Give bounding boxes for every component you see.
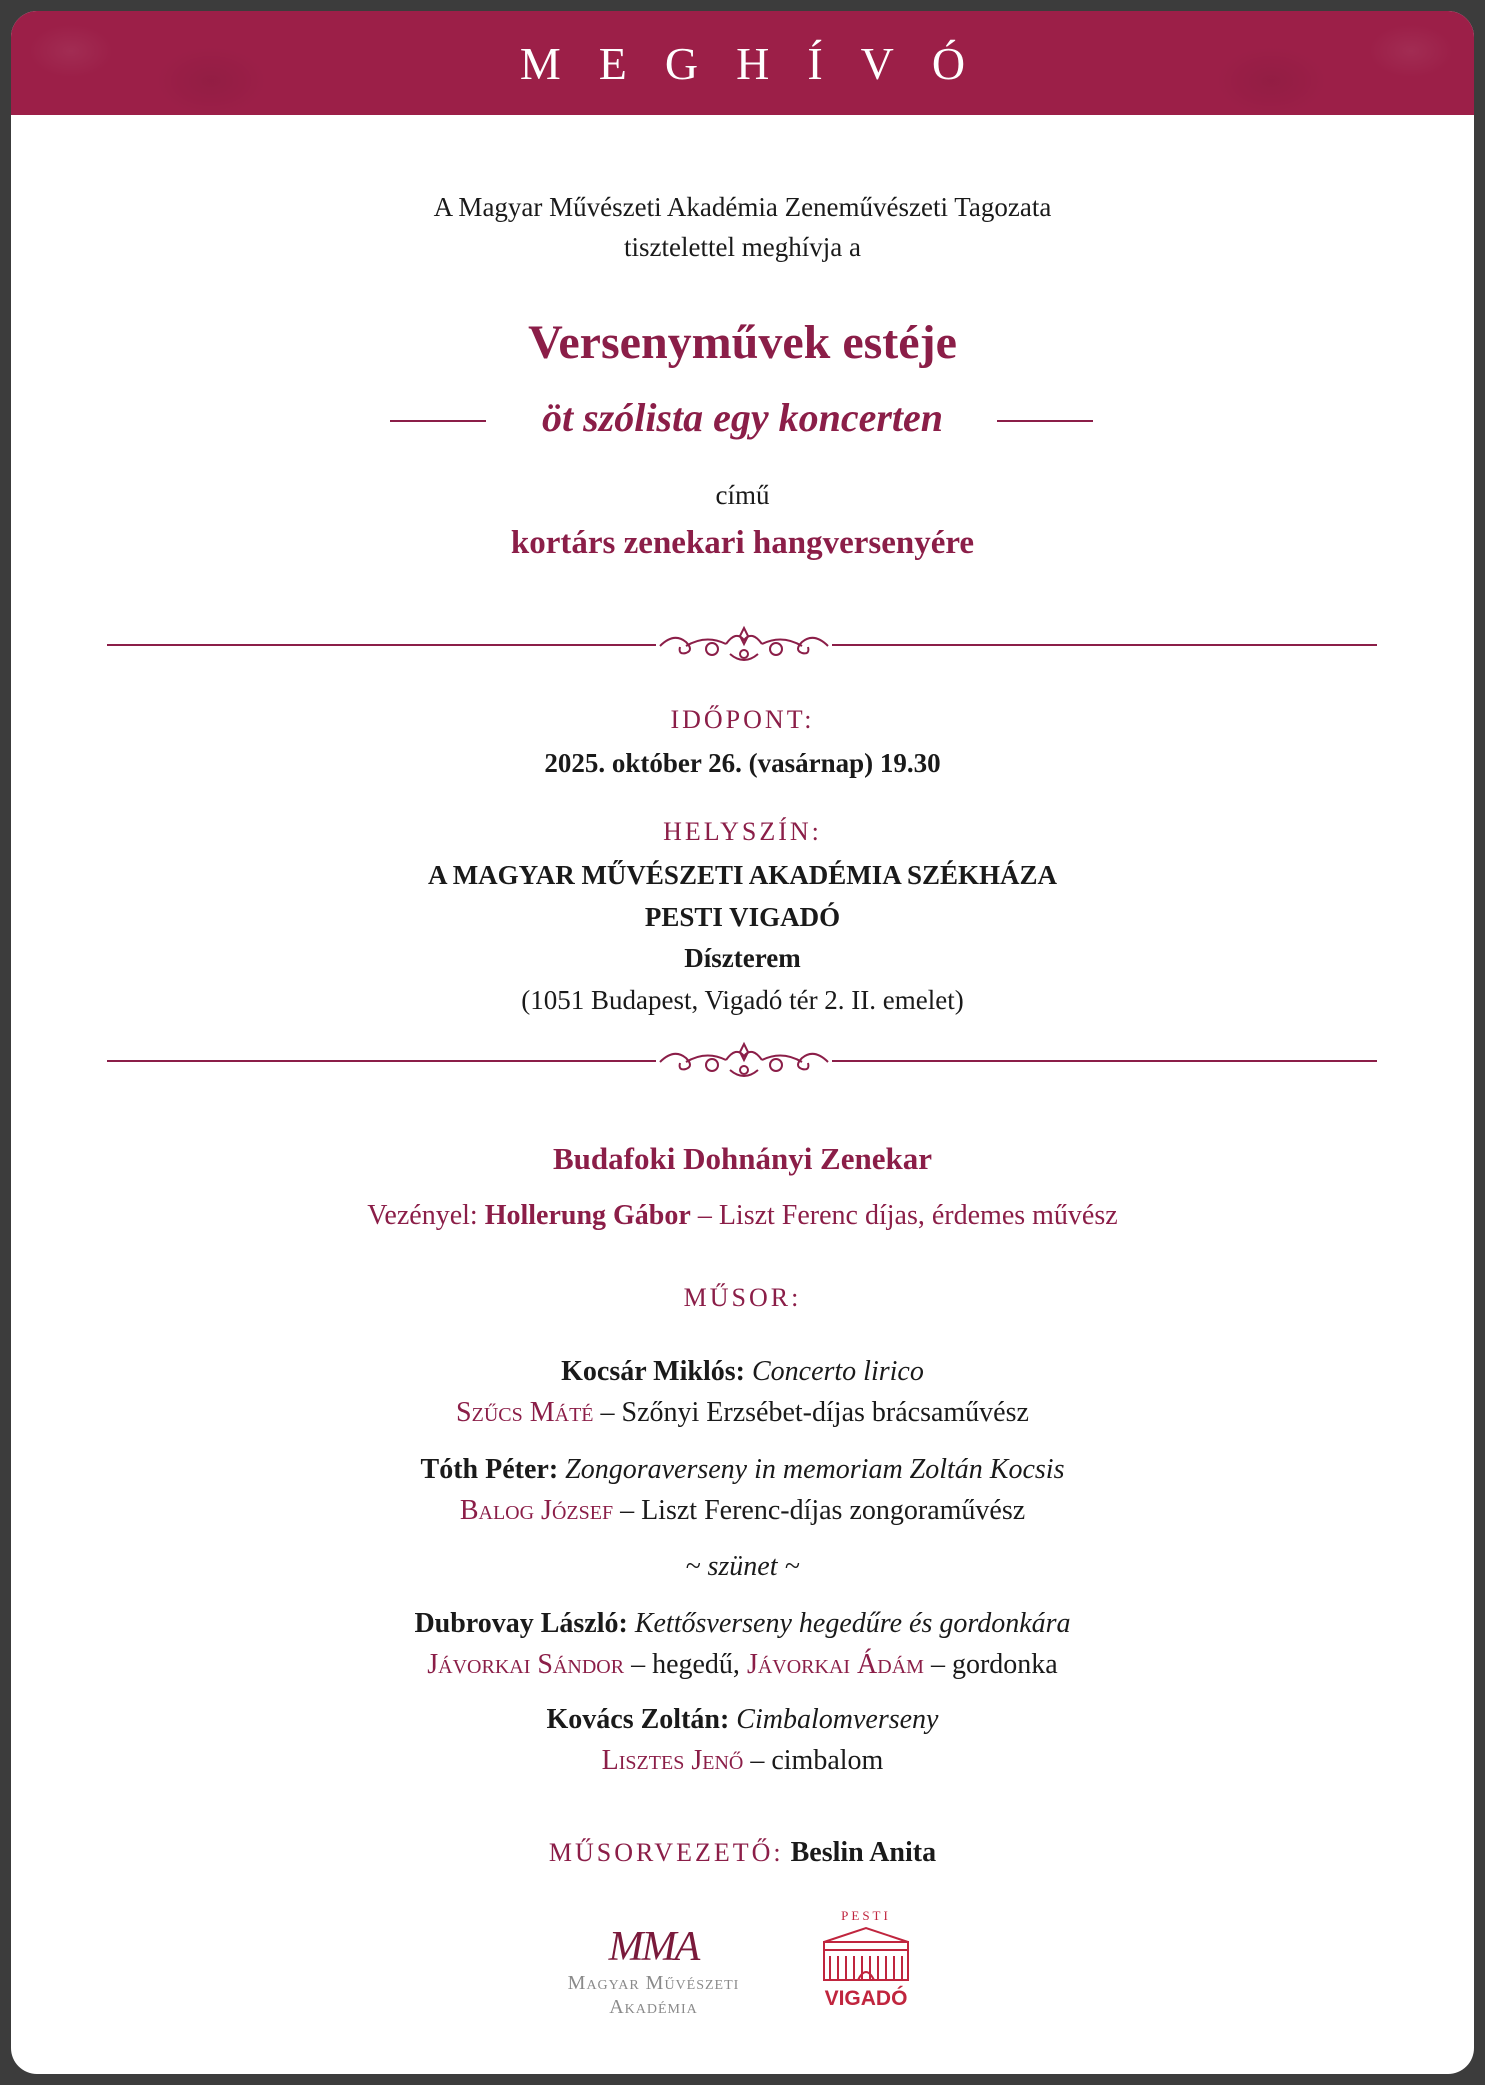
piece-1-soloist-desc: – Szőnyi Erzsébet-díjas brácsaművész xyxy=(600,1397,1029,1428)
host-name: Beslin Anita xyxy=(790,1837,937,1868)
program-label: MŰSOR: xyxy=(683,1283,802,1312)
piece-2-soloist: Balog József xyxy=(459,1495,614,1526)
piece-2-title xyxy=(11,1454,1474,1486)
subtitle-rule-right xyxy=(997,420,1093,422)
connector-text: című xyxy=(715,480,770,510)
piece-3-soloist-line xyxy=(11,1649,1474,1681)
mma-logo-line-2: Akadémia xyxy=(609,1996,698,2018)
mma-logo-mark: MMA xyxy=(608,1924,699,1970)
invitation-card xyxy=(11,11,1474,2074)
piece-3-composer: Dubrovay László: xyxy=(414,1608,628,1639)
piece-2-work: Zongoraverseny in memoriam Zoltán Kocsis xyxy=(565,1454,1065,1485)
piece-2-soloist-desc: – Liszt Ferenc-díjas zongoraművész xyxy=(620,1495,1026,1526)
conductor-title: – Liszt Ferenc díjas, érdemes művész xyxy=(697,1200,1118,1231)
piece-1-soloist: Szűcs Máté xyxy=(456,1397,594,1428)
host-label: MŰSORVEZETŐ: xyxy=(548,1838,784,1867)
venue-address: (1051 Budapest, Vigadó tér 2. II. emelet) xyxy=(521,985,964,1015)
banner-title: MEGHÍVÓ xyxy=(519,37,1004,89)
event-title: Versenyművek estéje xyxy=(528,316,957,369)
conductor-label: Vezényel: xyxy=(367,1200,478,1231)
time-value: 2025. október 26. (vasárnap) 19.30 xyxy=(544,748,941,778)
piece-2-composer: Tóth Péter: xyxy=(420,1454,559,1485)
piece-4-composer: Kovács Zoltán: xyxy=(546,1704,730,1735)
vigado-logo xyxy=(816,1908,916,2011)
piece-4-soloist-line xyxy=(11,1745,1474,1777)
piece-3-soloist: Jávorkai Sándor xyxy=(427,1649,625,1680)
piece-4-soloist-desc: – cimbalom xyxy=(750,1745,884,1776)
vigado-logo-bottom: VIGADÓ xyxy=(824,1987,908,2010)
vigado-building-icon xyxy=(818,1924,914,1982)
mma-logo xyxy=(546,1923,761,2019)
header-banner xyxy=(11,11,1474,115)
conductor-name: Hollerung Gábor xyxy=(484,1200,691,1231)
piece-3-soloist-2-desc: – gordonka xyxy=(930,1649,1058,1680)
host-line xyxy=(11,1837,1474,1869)
piece-1-composer: Kocsár Miklós: xyxy=(561,1356,745,1387)
piece-1-work: Concerto lirico xyxy=(751,1356,924,1387)
piece-3-work: Kettősverseny hegedűre és gordonkára xyxy=(634,1608,1071,1639)
piece-1-title xyxy=(11,1356,1474,1388)
piece-2-soloist-line xyxy=(11,1495,1474,1527)
event-subtitle: öt szólista egy koncerten xyxy=(541,395,944,440)
piece-4-work: Cimbalomverseny xyxy=(736,1704,939,1735)
conductor-line xyxy=(11,1200,1474,1232)
time-label: IDŐPONT: xyxy=(670,705,815,734)
venue-line-1: A MAGYAR MŰVÉSZETI AKADÉMIA SZÉKHÁZA xyxy=(427,860,1058,890)
piece-3-title xyxy=(11,1608,1474,1640)
vigado-logo-top: PESTI xyxy=(841,1908,891,1923)
intro-line-1: A Magyar Művészeti Akadémia Zeneművészeti Tagozata xyxy=(433,192,1052,222)
intro-text xyxy=(11,187,1474,267)
piece-4-title xyxy=(11,1704,1474,1736)
mma-logo-line-1: Magyar Művészeti xyxy=(567,1972,740,1994)
ornament-icon xyxy=(656,1038,832,1086)
venue-label: HELYSZÍN: xyxy=(663,817,822,846)
ornament-icon xyxy=(656,622,832,670)
orchestra-name: Budafoki Dohnányi Zenekar xyxy=(553,1141,932,1176)
venue-line-2: PESTI VIGADÓ xyxy=(644,902,841,932)
event-type: kortárs zenekari hangversenyére xyxy=(510,525,975,561)
piece-4-soloist: Lisztes Jenő xyxy=(601,1745,744,1776)
intermission: ~ szünet ~ xyxy=(685,1551,800,1582)
venue-room: Díszterem xyxy=(684,943,801,973)
piece-1-soloist-line xyxy=(11,1397,1474,1429)
piece-3-soloist-2: Jávorkai Ádám xyxy=(746,1649,924,1680)
piece-3-soloist-desc: – hegedű, xyxy=(631,1649,740,1680)
intro-line-2: tisztelettel meghívja a xyxy=(624,232,861,262)
